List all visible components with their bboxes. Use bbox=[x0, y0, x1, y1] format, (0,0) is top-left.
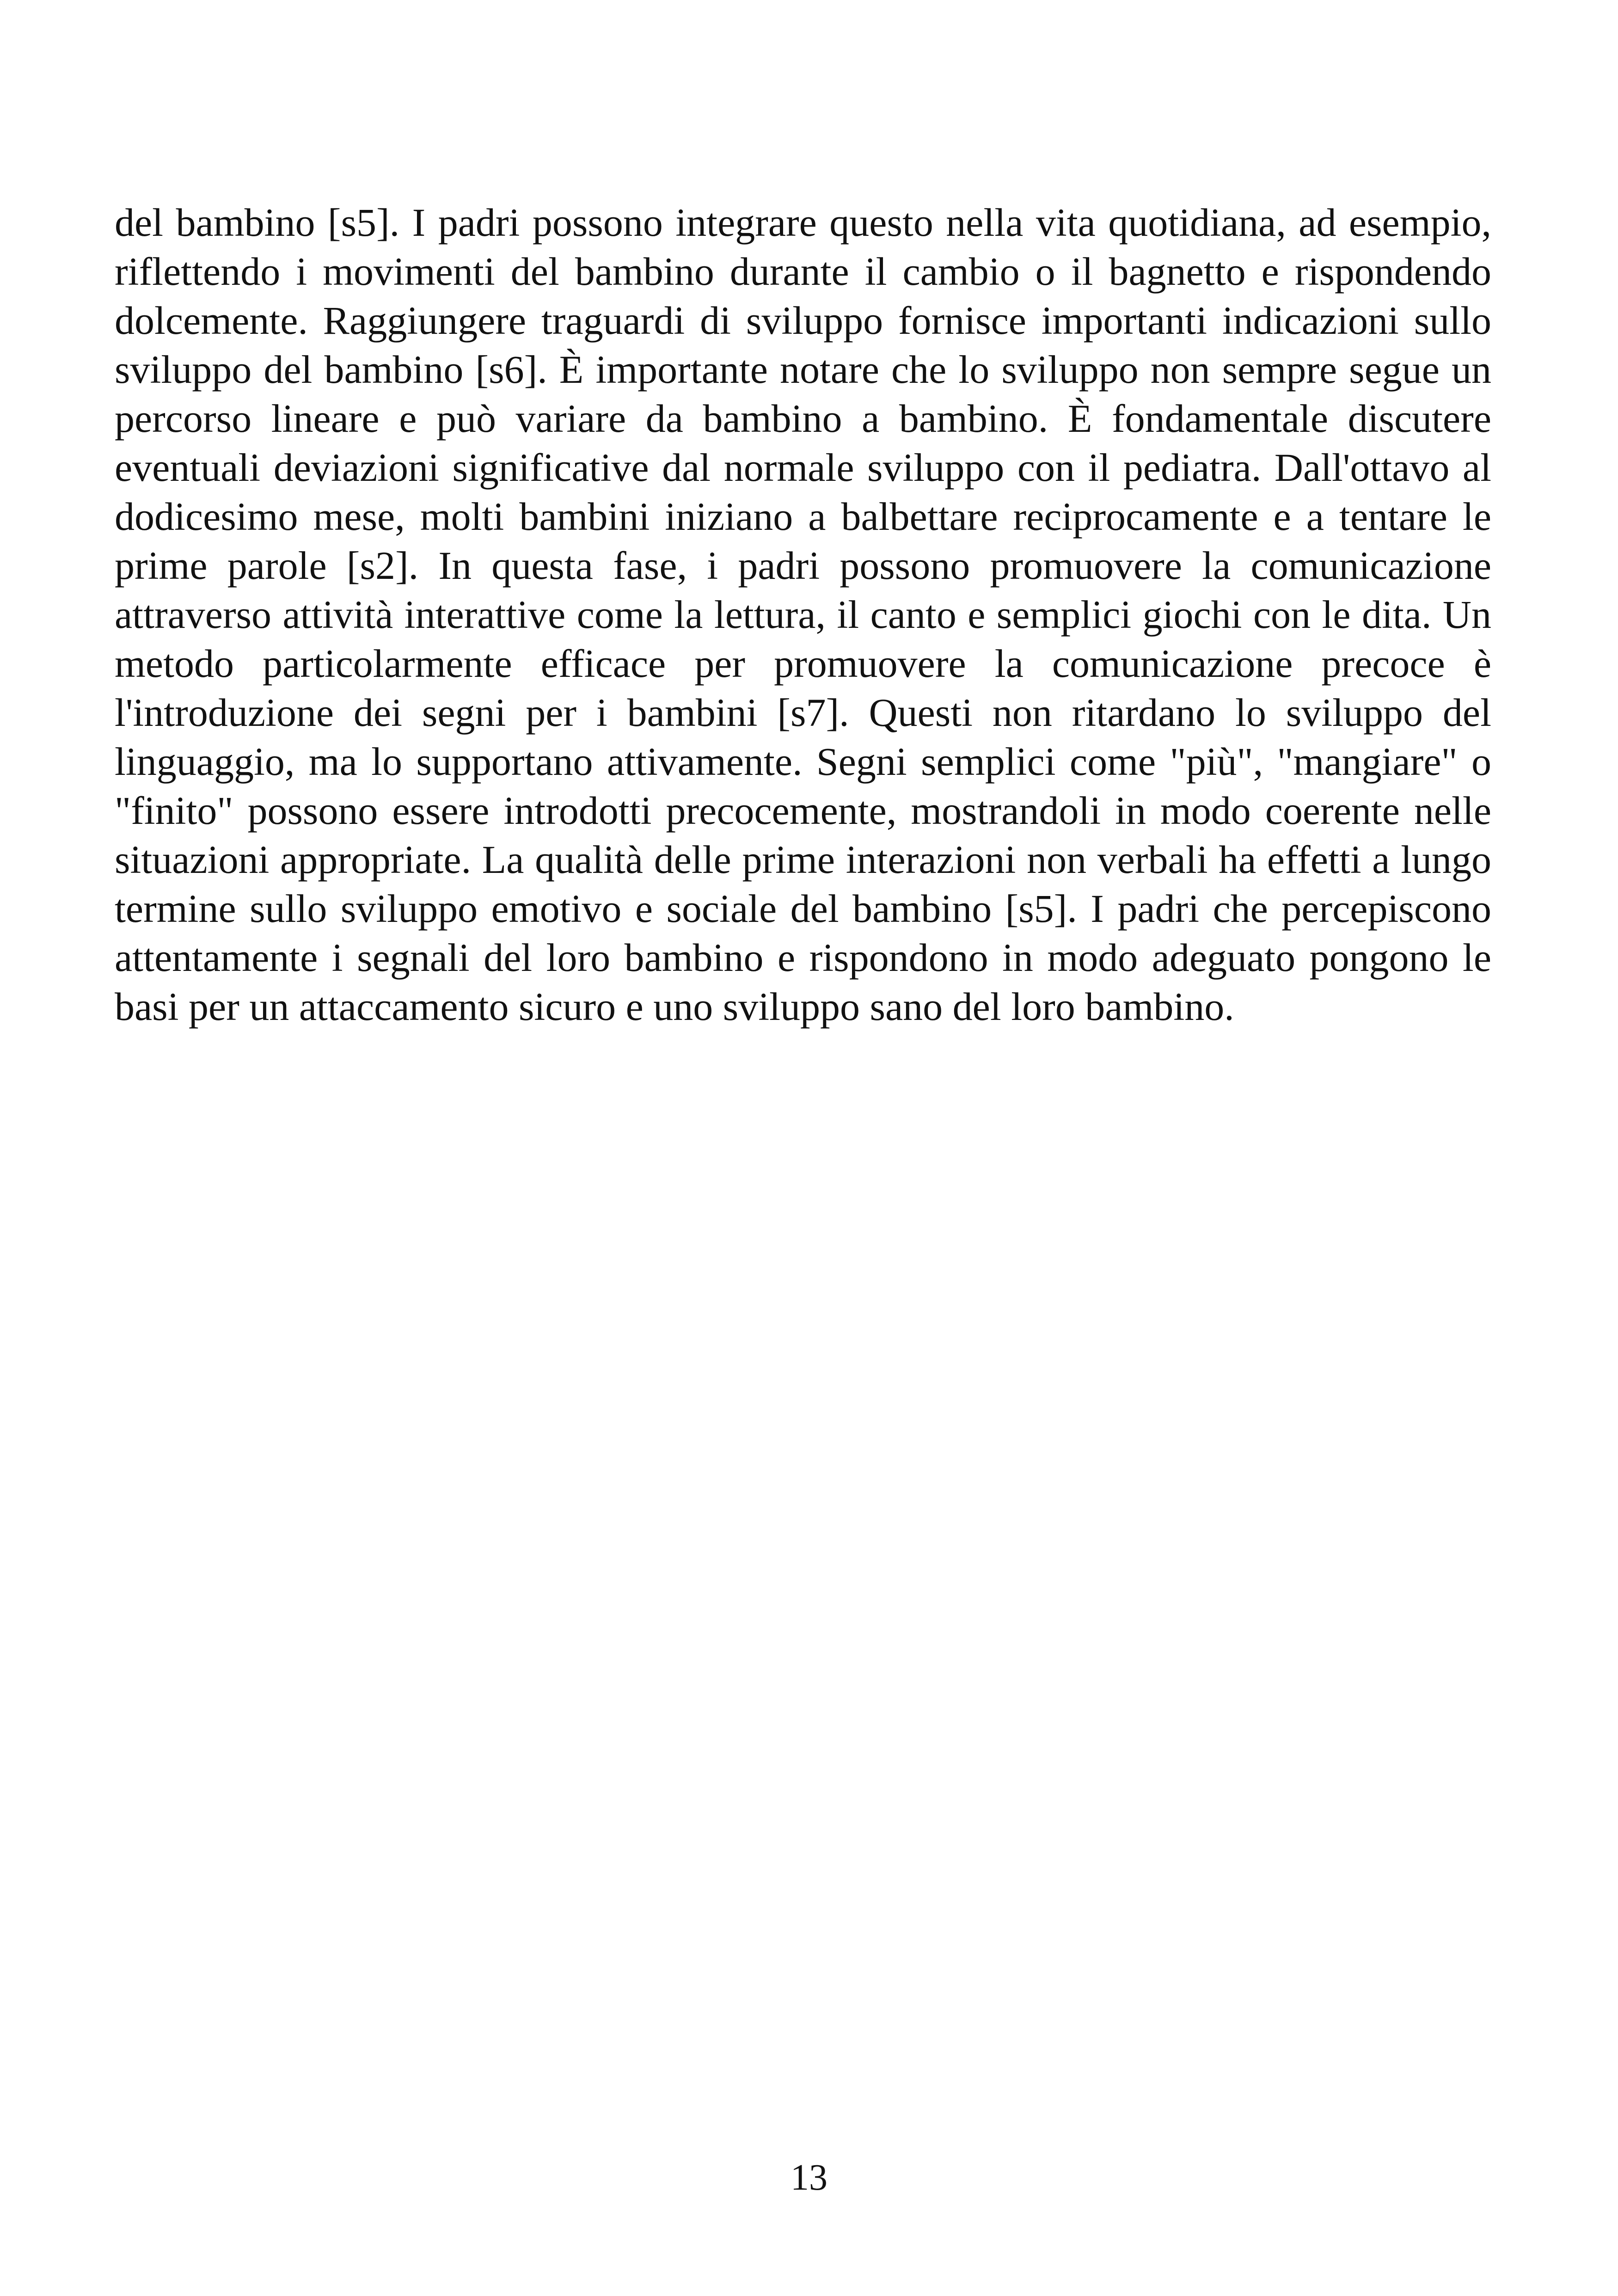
page-number: 13 bbox=[791, 2157, 827, 2198]
body-paragraph: del bambino [s5]. I padri possono integrare questo nella vita quotidiana, ad esempio, riflettendo i movimenti del bambino durante il cambio o il bagnetto e rispondendo dolcemente. Raggiungere traguardi di sviluppo fornisce importanti indicazioni sullo sviluppo del bambino [s6]. È importante notare che lo sviluppo non sempre segue un percorso lineare e può variare da bambino a bambino. È fondamentale discutere eventuali deviazioni significative dal normale sviluppo con il pediatra. Dall'ottavo al dodicesimo mese, molti bambini iniziano a balbettare reciprocamente e a tentare le prime parole [s2]. In questa fase, i padri possono promuovere la comunicazione attraverso attività interattive come la lettura, il canto e semplici giochi con le dita. Un metodo particolarmente efficace per promuovere la comunicazione precoce è l'introduzione dei segni per i bambini [s7]. Questi non ritardano lo sviluppo del linguaggio, ma lo supportano attivamente. Segni semplici come "più", "mangiare" o "finito" possono essere introdotti precocemente, mostrandoli in modo coerente nelle situazioni appropriate. La qualità delle prime interazioni non verbali ha effetti a lungo termine sullo sviluppo emotivo e sociale del bambino [s5]. I padri che percepiscono attentamente i segnali del loro bambino e rispondono in modo adeguato pongono le basi per un attaccamento sicuro e uno sviluppo sano del loro bambino. bbox=[115, 200, 1491, 1029]
